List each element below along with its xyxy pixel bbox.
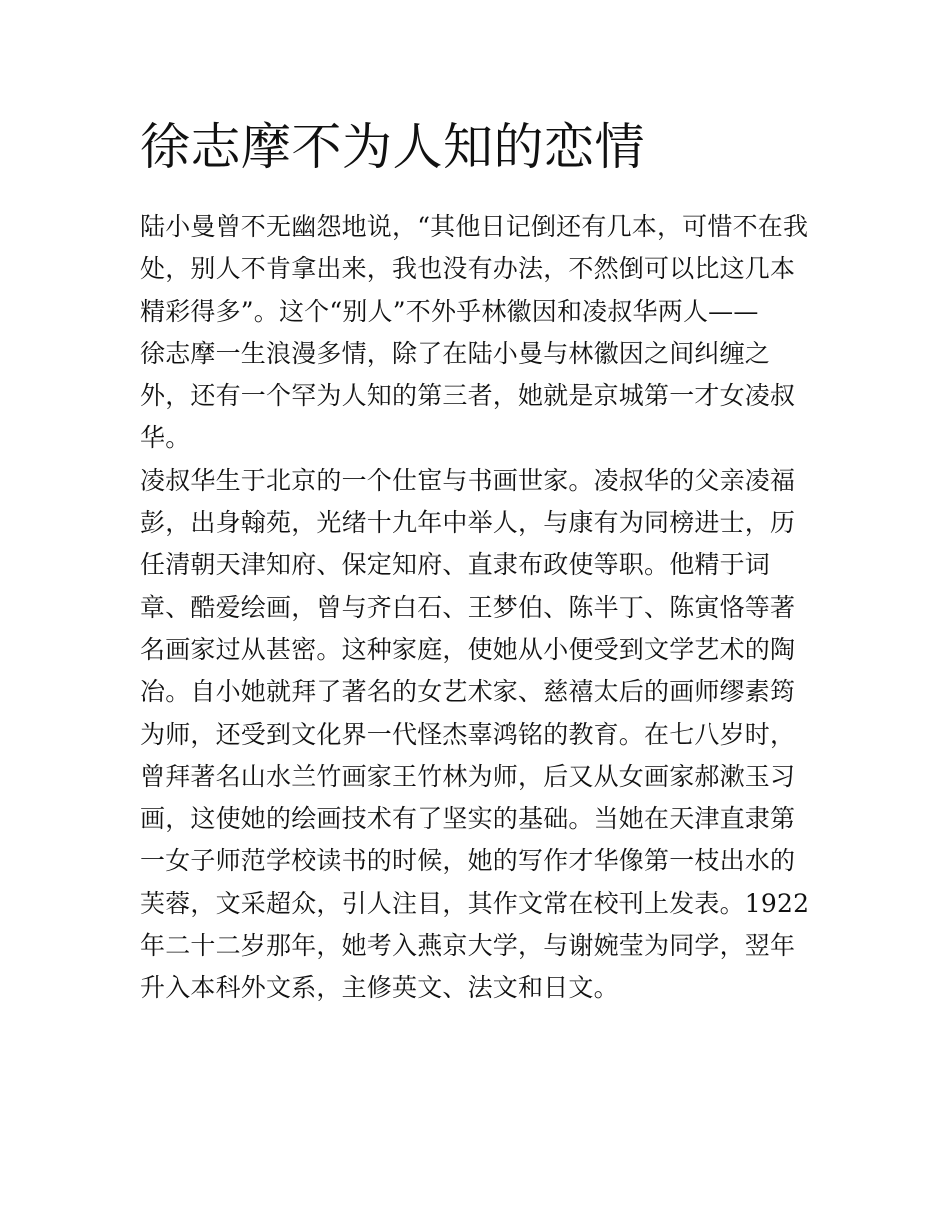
paragraph-3: 凌叔华生于北京的一个仕宦与书画世家。凌叔华的父亲凌福彭，出身翰苑，光绪十九年中举人，与康有为同榜进士，历任清朝天津知府、保定知府、直隶布政使等职。他精于词章、酷爱绘画，曾与齐白石、王梦伯、陈半丁、陈寅恪等著名画家过从甚密。这种家庭，使她从小便受到文学艺术的陶冶。自小她就拜了著名的女艺术家、慈禧太后的画师缪素筠为师，还受到文化界一代怪杰辜鸿铭的教育。在七八岁时，曾拜著名山水兰竹画家王竹林为师，后又从女画家郝漱玉习画，这使她的绘画技术有了坚实的基础。当她在天津直隶第一女子师范学校读书的时候，她的写作才华像第一枝出水的芙蓉，文采超众，引人注目，其作文常在校刊上发表。1922年二十二岁那年，她考入燕京大学，与谢婉莹为同学，翌年升入本科外文系，主修英文、法文和日文。 [140,465,810,1003]
document-title: 徐志摩不为人知的恋情 [140,118,645,176]
document-body [140,206,815,1010]
paragraph-1: 陆小曼曾不无幽怨地说，“其他日记倒还有几本，可惜不在我处，别人不肯拿出来，我也没有办法，不然倒可以比这几本精彩得多”。这个“别人”不外乎林徽因和凌叔华两人—— [140,212,809,326]
paragraph-2: 徐志摩一生浪漫多情，除了在陆小曼与林徽因之间纠缠之外，还有一个罕为人知的第三者，她就是京城第一才女凌叔华。 [140,338,796,453]
document-page [140,112,815,1010]
